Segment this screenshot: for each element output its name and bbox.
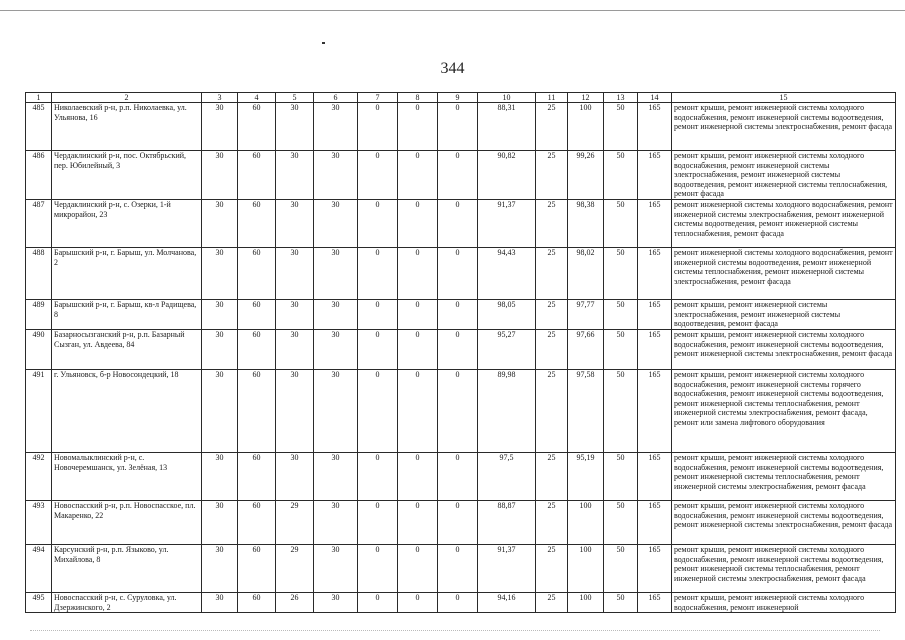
cell-value: 60 bbox=[238, 500, 276, 544]
cell-value: 97,58 bbox=[568, 369, 604, 452]
cell-value: 0 bbox=[398, 151, 438, 200]
cell-value: 0 bbox=[398, 247, 438, 299]
col-header: 10 bbox=[478, 93, 536, 103]
col-header: 14 bbox=[638, 93, 672, 103]
address-cell: Базарносызганский р-н, р.п. Базарный Сызган, ул. Авдеева, 84 bbox=[52, 329, 202, 369]
cell-value: 165 bbox=[638, 544, 672, 592]
cell-value: 0 bbox=[438, 452, 478, 500]
table-row bbox=[26, 592, 896, 612]
cell-value: 0 bbox=[398, 500, 438, 544]
cell-value: 30 bbox=[202, 452, 238, 500]
cell-value: 94,16 bbox=[478, 592, 536, 612]
row-number: 492 bbox=[26, 452, 52, 500]
cell-value: 60 bbox=[238, 103, 276, 151]
col-header: 6 bbox=[314, 93, 358, 103]
address-cell: Новоспасский р-н, с. Суруловка, ул. Дзержинского, 2 bbox=[52, 592, 202, 612]
cell-value: 60 bbox=[238, 329, 276, 369]
cell-value: 30 bbox=[276, 151, 314, 200]
works-cell: ремонт крыши, ремонт инженерной системы холодного водоснабжения, ремонт инженерной системы водоотведения, ремонт инженерной системы теплоснабжения, ремонт инженерной системы электроснабжения, ремонт фасада bbox=[672, 452, 896, 500]
address-cell: Чердаклинский р-н, с. Озерки, 1-й микрорайон, 23 bbox=[52, 199, 202, 247]
cell-value: 99,26 bbox=[568, 151, 604, 200]
cell-value: 30 bbox=[276, 247, 314, 299]
row-number: 491 bbox=[26, 369, 52, 452]
cell-value: 0 bbox=[358, 151, 398, 200]
works-cell: ремонт крыши, ремонт инженерной системы электроснабжения, ремонт инженерной системы водоотведения, ремонт фасада bbox=[672, 299, 896, 329]
works-cell: ремонт инженерной системы холодного водоснабжения, ремонт инженерной системы водоотведения, ремонт инженерной системы теплоснабжения, ремонт инженерной системы электроснабжения, ремонт фасада bbox=[672, 247, 896, 299]
cell-value: 0 bbox=[438, 369, 478, 452]
table-row bbox=[26, 329, 896, 369]
table-row bbox=[26, 452, 896, 500]
cell-value: 25 bbox=[536, 151, 568, 200]
row-number: 493 bbox=[26, 500, 52, 544]
cell-value: 89,98 bbox=[478, 369, 536, 452]
cell-value: 25 bbox=[536, 299, 568, 329]
address-cell: Барышский р-н, г. Барыш, ул. Молчанова, 2 bbox=[52, 247, 202, 299]
repair-table bbox=[25, 92, 896, 613]
cell-value: 90,82 bbox=[478, 151, 536, 200]
cell-value: 91,37 bbox=[478, 544, 536, 592]
cell-value: 100 bbox=[568, 544, 604, 592]
cell-value: 30 bbox=[276, 299, 314, 329]
cell-value: 97,77 bbox=[568, 299, 604, 329]
cell-value: 26 bbox=[276, 592, 314, 612]
cell-value: 30 bbox=[202, 544, 238, 592]
table-row bbox=[26, 103, 896, 151]
table-row bbox=[26, 369, 896, 452]
cell-value: 25 bbox=[536, 592, 568, 612]
table-row bbox=[26, 299, 896, 329]
col-header: 11 bbox=[536, 93, 568, 103]
cell-value: 100 bbox=[568, 500, 604, 544]
cell-value: 50 bbox=[604, 329, 638, 369]
cell-value: 88,87 bbox=[478, 500, 536, 544]
cell-value: 95,19 bbox=[568, 452, 604, 500]
cell-value: 0 bbox=[438, 500, 478, 544]
address-cell: Новоспасский р-н, р.п. Новоспасское, пл. Макаренко, 22 bbox=[52, 500, 202, 544]
scan-speck bbox=[322, 42, 325, 44]
address-cell: Николаевский р-н, р.п. Николаевка, ул. Ульянова, 16 bbox=[52, 103, 202, 151]
cell-value: 30 bbox=[276, 452, 314, 500]
cell-value: 94,43 bbox=[478, 247, 536, 299]
cell-value: 0 bbox=[438, 151, 478, 200]
cell-value: 0 bbox=[358, 369, 398, 452]
works-cell: ремонт крыши, ремонт инженерной системы холодного водоснабжения, ремонт инженерной системы водоотведения, ремонт инженерной системы электроснабжения, ремонт фасада bbox=[672, 103, 896, 151]
cell-value: 30 bbox=[314, 299, 358, 329]
cell-value: 0 bbox=[398, 103, 438, 151]
cell-value: 60 bbox=[238, 369, 276, 452]
cell-value: 30 bbox=[314, 103, 358, 151]
cell-value: 30 bbox=[202, 103, 238, 151]
cell-value: 50 bbox=[604, 500, 638, 544]
address-cell: Карсунский р-н, р.п. Языково, ул. Михайлова, 8 bbox=[52, 544, 202, 592]
cell-value: 30 bbox=[314, 151, 358, 200]
table-row bbox=[26, 500, 896, 544]
cell-value: 60 bbox=[238, 592, 276, 612]
cell-value: 0 bbox=[398, 452, 438, 500]
cell-value: 60 bbox=[238, 299, 276, 329]
cell-value: 50 bbox=[604, 544, 638, 592]
cell-value: 30 bbox=[314, 544, 358, 592]
cell-value: 165 bbox=[638, 199, 672, 247]
cell-value: 0 bbox=[358, 199, 398, 247]
cell-value: 50 bbox=[604, 452, 638, 500]
cell-value: 165 bbox=[638, 299, 672, 329]
cell-value: 0 bbox=[398, 544, 438, 592]
cell-value: 0 bbox=[438, 329, 478, 369]
col-header: 2 bbox=[52, 93, 202, 103]
cell-value: 50 bbox=[604, 151, 638, 200]
cell-value: 91,37 bbox=[478, 199, 536, 247]
cell-value: 0 bbox=[438, 199, 478, 247]
row-number: 495 bbox=[26, 592, 52, 612]
cell-value: 0 bbox=[358, 103, 398, 151]
cell-value: 0 bbox=[358, 247, 398, 299]
cell-value: 165 bbox=[638, 452, 672, 500]
row-number: 489 bbox=[26, 299, 52, 329]
works-cell: ремонт крыши, ремонт инженерной системы холодного водоснабжения, ремонт инженерной системы водоотведения, ремонт инженерной системы электроснабжения, ремонт фасада bbox=[672, 329, 896, 369]
cell-value: 0 bbox=[358, 500, 398, 544]
cell-value: 30 bbox=[202, 592, 238, 612]
address-cell: Новомалыклинский р-н, с. Новочеремшанск, ул. Зелёная, 13 bbox=[52, 452, 202, 500]
col-header: 7 bbox=[358, 93, 398, 103]
cell-value: 25 bbox=[536, 500, 568, 544]
works-cell: ремонт инженерной системы холодного водоснабжения, ремонт инженерной системы электроснабжения, ремонт инженерной системы водоотведения, ремонт инженерной системы теплоснабжения, ремонт фасада bbox=[672, 199, 896, 247]
cell-value: 30 bbox=[202, 329, 238, 369]
cell-value: 0 bbox=[438, 103, 478, 151]
cell-value: 165 bbox=[638, 369, 672, 452]
col-header: 12 bbox=[568, 93, 604, 103]
cell-value: 0 bbox=[438, 247, 478, 299]
works-cell: ремонт крыши, ремонт инженерной системы холодного водоснабжения, ремонт инженерной системы водоотведения, ремонт инженерной системы электроснабжения, ремонт фасада bbox=[672, 500, 896, 544]
row-number: 486 bbox=[26, 151, 52, 200]
address-cell: Чердаклинский р-н, пос. Октябрьский, пер. Юбилейный, 3 bbox=[52, 151, 202, 200]
cell-value: 0 bbox=[358, 452, 398, 500]
col-header: 8 bbox=[398, 93, 438, 103]
works-cell: ремонт крыши, ремонт инженерной системы холодного водоснабжения, ремонт инженерной системы электроснабжения, ремонт инженерной системы водоотведения, ремонт инженерной системы теплоснабжения, ремонт фасада bbox=[672, 151, 896, 200]
cell-value: 165 bbox=[638, 247, 672, 299]
cell-value: 165 bbox=[638, 151, 672, 200]
cell-value: 95,27 bbox=[478, 329, 536, 369]
table-row bbox=[26, 544, 896, 592]
cell-value: 98,38 bbox=[568, 199, 604, 247]
cell-value: 25 bbox=[536, 544, 568, 592]
cell-value: 50 bbox=[604, 369, 638, 452]
cell-value: 30 bbox=[202, 247, 238, 299]
cell-value: 30 bbox=[202, 299, 238, 329]
cell-value: 165 bbox=[638, 103, 672, 151]
row-number: 487 bbox=[26, 199, 52, 247]
cell-value: 0 bbox=[358, 592, 398, 612]
header-row bbox=[26, 93, 896, 103]
cell-value: 0 bbox=[438, 299, 478, 329]
cell-value: 165 bbox=[638, 329, 672, 369]
scan-bottom-edge bbox=[30, 630, 880, 631]
cell-value: 98,05 bbox=[478, 299, 536, 329]
cell-value: 25 bbox=[536, 199, 568, 247]
address-cell: Барышский р-н, г. Барыш, кв-л Радищева, 8 bbox=[52, 299, 202, 329]
cell-value: 50 bbox=[604, 299, 638, 329]
works-cell: ремонт крыши, ремонт инженерной системы холодного водоснабжения, ремонт инженерной системы водоотведения, ремонт инженерной системы теплоснабжения, ремонт инженерной системы электроснабжения, ремонт фасада bbox=[672, 544, 896, 592]
cell-value: 29 bbox=[276, 544, 314, 592]
cell-value: 30 bbox=[314, 199, 358, 247]
page-number: 344 bbox=[440, 60, 465, 77]
top-rule bbox=[0, 10, 905, 11]
cell-value: 60 bbox=[238, 151, 276, 200]
cell-value: 100 bbox=[568, 103, 604, 151]
row-number: 490 bbox=[26, 329, 52, 369]
cell-value: 25 bbox=[536, 247, 568, 299]
col-header: 1 bbox=[26, 93, 52, 103]
cell-value: 0 bbox=[398, 299, 438, 329]
cell-value: 50 bbox=[604, 103, 638, 151]
address-cell: г. Ульяновск, б-р Новосондецкий, 18 bbox=[52, 369, 202, 452]
works-cell: ремонт крыши, ремонт инженерной системы холодного водоснабжения, ремонт инженерной bbox=[672, 592, 896, 612]
cell-value: 60 bbox=[238, 199, 276, 247]
cell-value: 30 bbox=[202, 199, 238, 247]
cell-value: 98,02 bbox=[568, 247, 604, 299]
row-number: 494 bbox=[26, 544, 52, 592]
col-header: 9 bbox=[438, 93, 478, 103]
cell-value: 0 bbox=[438, 544, 478, 592]
cell-value: 30 bbox=[276, 369, 314, 452]
cell-value: 0 bbox=[398, 329, 438, 369]
cell-value: 165 bbox=[638, 500, 672, 544]
works-cell: ремонт крыши, ремонт инженерной системы холодного водоснабжения, ремонт инженерной системы горячего водоснабжения, ремонт инженерной системы водоотведения, ремонт инженерной системы теплоснабжения, ремонт инженерной системы электроснабжения, ремонт фасада, ремонт или замена лифтового оборудования bbox=[672, 369, 896, 452]
table-row bbox=[26, 247, 896, 299]
cell-value: 0 bbox=[358, 329, 398, 369]
cell-value: 30 bbox=[276, 329, 314, 369]
cell-value: 97,5 bbox=[478, 452, 536, 500]
cell-value: 30 bbox=[276, 199, 314, 247]
cell-value: 50 bbox=[604, 199, 638, 247]
cell-value: 30 bbox=[314, 329, 358, 369]
cell-value: 0 bbox=[398, 199, 438, 247]
cell-value: 30 bbox=[314, 452, 358, 500]
table-row bbox=[26, 151, 896, 200]
row-number: 485 bbox=[26, 103, 52, 151]
cell-value: 50 bbox=[604, 592, 638, 612]
cell-value: 100 bbox=[568, 592, 604, 612]
cell-value: 25 bbox=[536, 452, 568, 500]
cell-value: 30 bbox=[314, 247, 358, 299]
cell-value: 60 bbox=[238, 452, 276, 500]
cell-value: 0 bbox=[398, 369, 438, 452]
cell-value: 29 bbox=[276, 500, 314, 544]
cell-value: 0 bbox=[358, 544, 398, 592]
col-header: 3 bbox=[202, 93, 238, 103]
cell-value: 30 bbox=[314, 500, 358, 544]
col-header: 4 bbox=[238, 93, 276, 103]
row-number: 488 bbox=[26, 247, 52, 299]
cell-value: 88,31 bbox=[478, 103, 536, 151]
cell-value: 0 bbox=[398, 592, 438, 612]
cell-value: 165 bbox=[638, 592, 672, 612]
cell-value: 0 bbox=[438, 592, 478, 612]
col-header: 15 bbox=[672, 93, 896, 103]
cell-value: 50 bbox=[604, 247, 638, 299]
table-row bbox=[26, 199, 896, 247]
cell-value: 30 bbox=[314, 592, 358, 612]
cell-value: 30 bbox=[202, 369, 238, 452]
cell-value: 60 bbox=[238, 544, 276, 592]
cell-value: 0 bbox=[358, 299, 398, 329]
cell-value: 25 bbox=[536, 103, 568, 151]
cell-value: 97,66 bbox=[568, 329, 604, 369]
cell-value: 30 bbox=[202, 151, 238, 200]
cell-value: 25 bbox=[536, 329, 568, 369]
cell-value: 30 bbox=[314, 369, 358, 452]
cell-value: 60 bbox=[238, 247, 276, 299]
col-header: 5 bbox=[276, 93, 314, 103]
cell-value: 30 bbox=[276, 103, 314, 151]
cell-value: 30 bbox=[202, 500, 238, 544]
col-header: 13 bbox=[604, 93, 638, 103]
cell-value: 25 bbox=[536, 369, 568, 452]
